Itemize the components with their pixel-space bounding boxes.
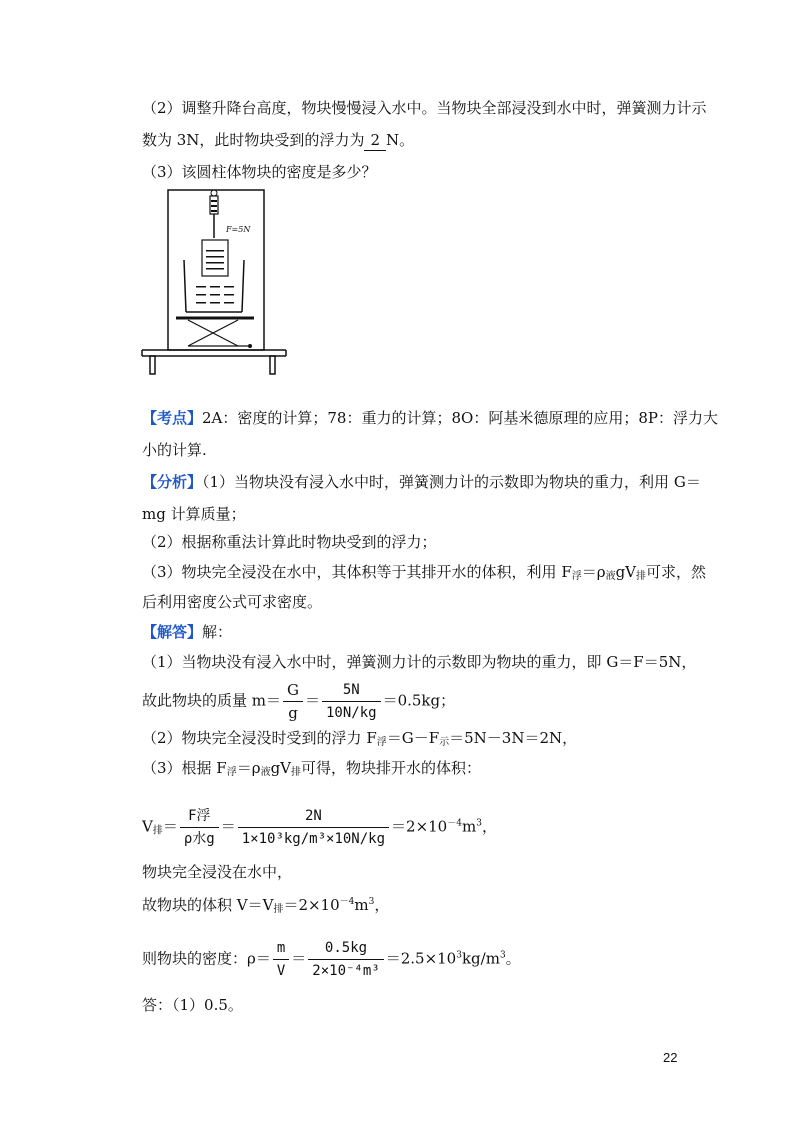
- kaodian-line-1: [142, 408, 718, 428]
- jieda-line-7: [142, 892, 389, 920]
- superscript: －4: [447, 818, 462, 829]
- text: ＝2.5×10: [385, 949, 457, 968]
- jieda-tag: 【解答】: [142, 623, 203, 641]
- fraction-density: [308, 938, 383, 981]
- scale-ring: [211, 190, 217, 196]
- jieda-line-4: [142, 758, 481, 783]
- subscript: 液: [260, 767, 271, 778]
- text: （2）物块完全浸没时受到的浮力 F: [142, 729, 377, 747]
- text: V: [142, 817, 153, 836]
- fenxi-line-2: mg 计算质量；: [142, 505, 246, 523]
- text: 可得，物块排开水的体积：: [301, 759, 482, 777]
- apparatus-figure: [140, 188, 290, 378]
- superscript: 3: [476, 818, 482, 829]
- page-number: 22: [663, 1050, 678, 1065]
- denominator: g: [288, 704, 298, 722]
- subscript: 浮: [226, 767, 237, 778]
- equals: ＝: [304, 691, 320, 710]
- numerator: F浮: [180, 806, 219, 828]
- jieda-line-3: [142, 728, 577, 753]
- denominator: 1×10³kg/m³×10N/kg: [241, 831, 386, 847]
- subscript: 排: [273, 904, 284, 915]
- numerator: 2N: [238, 806, 389, 828]
- beaker-left: [184, 260, 186, 312]
- jieda-line-8: [142, 938, 521, 981]
- q2-line-1: （2）调整升降台高度，物块慢慢浸入水中。当物块全部浸没到水中时，弹簧测力计示: [142, 99, 707, 117]
- numerator: G: [283, 680, 303, 702]
- kaodian-tag: 【考点】: [142, 409, 203, 427]
- fenxi-line-1: [142, 472, 701, 492]
- subscript: 浮: [376, 737, 387, 748]
- q3-line: （3）该圆柱体物块的密度是多少？: [142, 163, 377, 181]
- text: 故此物块的质量 m＝: [142, 691, 281, 710]
- fraction-5n: [322, 680, 381, 723]
- q2-unit: N。: [386, 131, 415, 149]
- subscript: 示: [439, 737, 450, 748]
- text: ，: [481, 817, 497, 836]
- fenxi-text: （1）当物块没有浸入水中时，弹簧测力计的示数即为物块的重力，利用 G＝: [202, 473, 701, 491]
- jieda-line-1: （1）当物块没有浸入水中时，弹簧测力计的示数即为物块的重力，即 G＝F＝5N，: [142, 653, 697, 671]
- fenxi-line-4: [142, 562, 706, 587]
- text: （3）根据 F: [142, 759, 227, 777]
- text: ＝2×10: [283, 896, 340, 914]
- numerator: 5N: [322, 680, 381, 702]
- numerator: 0.5kg: [308, 938, 383, 960]
- jieda-line-2: [142, 680, 455, 723]
- text: 可求，然: [646, 563, 707, 581]
- fraction-volume: [238, 806, 389, 849]
- text: gV: [615, 563, 636, 581]
- jieda-text: 解：: [202, 623, 233, 641]
- superscript: 3: [499, 950, 506, 961]
- beaker-right: [242, 260, 244, 312]
- denominator: 10N/kg: [326, 705, 377, 721]
- q2-answer-blank: 2: [364, 130, 386, 151]
- text: ，: [374, 896, 390, 914]
- superscript: 3: [456, 950, 462, 961]
- numerator: m: [273, 938, 289, 960]
- text: ＝5N－3N＝2N，: [449, 729, 578, 747]
- text: kg/m: [461, 949, 500, 968]
- fenxi-tag: 【分析】: [142, 473, 203, 491]
- answer-line: 答：（1）0.5。: [142, 996, 243, 1014]
- subscript: 排: [291, 767, 301, 778]
- text: ＝ρ: [236, 759, 261, 777]
- text: 故物块的体积 V＝V: [142, 896, 274, 914]
- subscript: 排: [636, 571, 646, 582]
- fenxi-line-5: 后利用密度公式可求密度。: [142, 593, 323, 611]
- q2-line-2: [142, 130, 414, 151]
- superscript: －4: [339, 897, 355, 907]
- leg-right: [270, 356, 275, 374]
- text: （3）物块完全浸没在水中，其体积等于其排开水的体积，利用 F: [142, 563, 572, 581]
- q2-text: 数为 3N，此时物块受到的浮力为: [142, 131, 365, 149]
- subscript: 排: [152, 825, 163, 837]
- text: ＝ρ: [581, 563, 606, 581]
- text: ＝2×10: [391, 817, 448, 836]
- superscript: 3: [368, 897, 375, 907]
- denominator: ρ水g: [183, 831, 215, 847]
- text: ＝G－F: [386, 729, 440, 747]
- jieda-line-0: [142, 622, 232, 642]
- fenxi-line-3: （2）根据称重法计算此时物块受到的浮力；: [142, 533, 437, 551]
- denominator: V: [276, 963, 286, 979]
- equals: ＝: [291, 949, 307, 968]
- jieda-line-6: 物块完全浸没在水中，: [142, 863, 293, 881]
- leg-left: [150, 356, 155, 374]
- text: m: [461, 817, 477, 836]
- cylinder-block: [202, 240, 228, 276]
- force-label: F=5N: [226, 225, 251, 234]
- subscript: 浮: [571, 571, 582, 582]
- fraction-g-over-g: [283, 680, 303, 723]
- subscript: 液: [605, 571, 616, 582]
- text: 则物块的密度：ρ＝: [142, 949, 271, 968]
- fraction-f-over-rho-g: [180, 806, 219, 849]
- jieda-line-5: [142, 806, 497, 849]
- text: gV: [270, 759, 291, 777]
- equals: ＝: [220, 817, 236, 836]
- text: m: [354, 896, 369, 914]
- denominator: 2×10⁻⁴m³: [312, 963, 380, 979]
- equals: ＝: [162, 817, 178, 836]
- fraction-m-over-v: [273, 938, 289, 981]
- kaodian-line-2: 小的计算.: [142, 441, 207, 459]
- kaodian-text: 2A：密度的计算；78：重力的计算；8O：阿基米德原理的应用；8P：浮力大: [202, 409, 718, 427]
- text: ＝0.5kg；: [382, 691, 456, 710]
- text: 。: [505, 949, 521, 968]
